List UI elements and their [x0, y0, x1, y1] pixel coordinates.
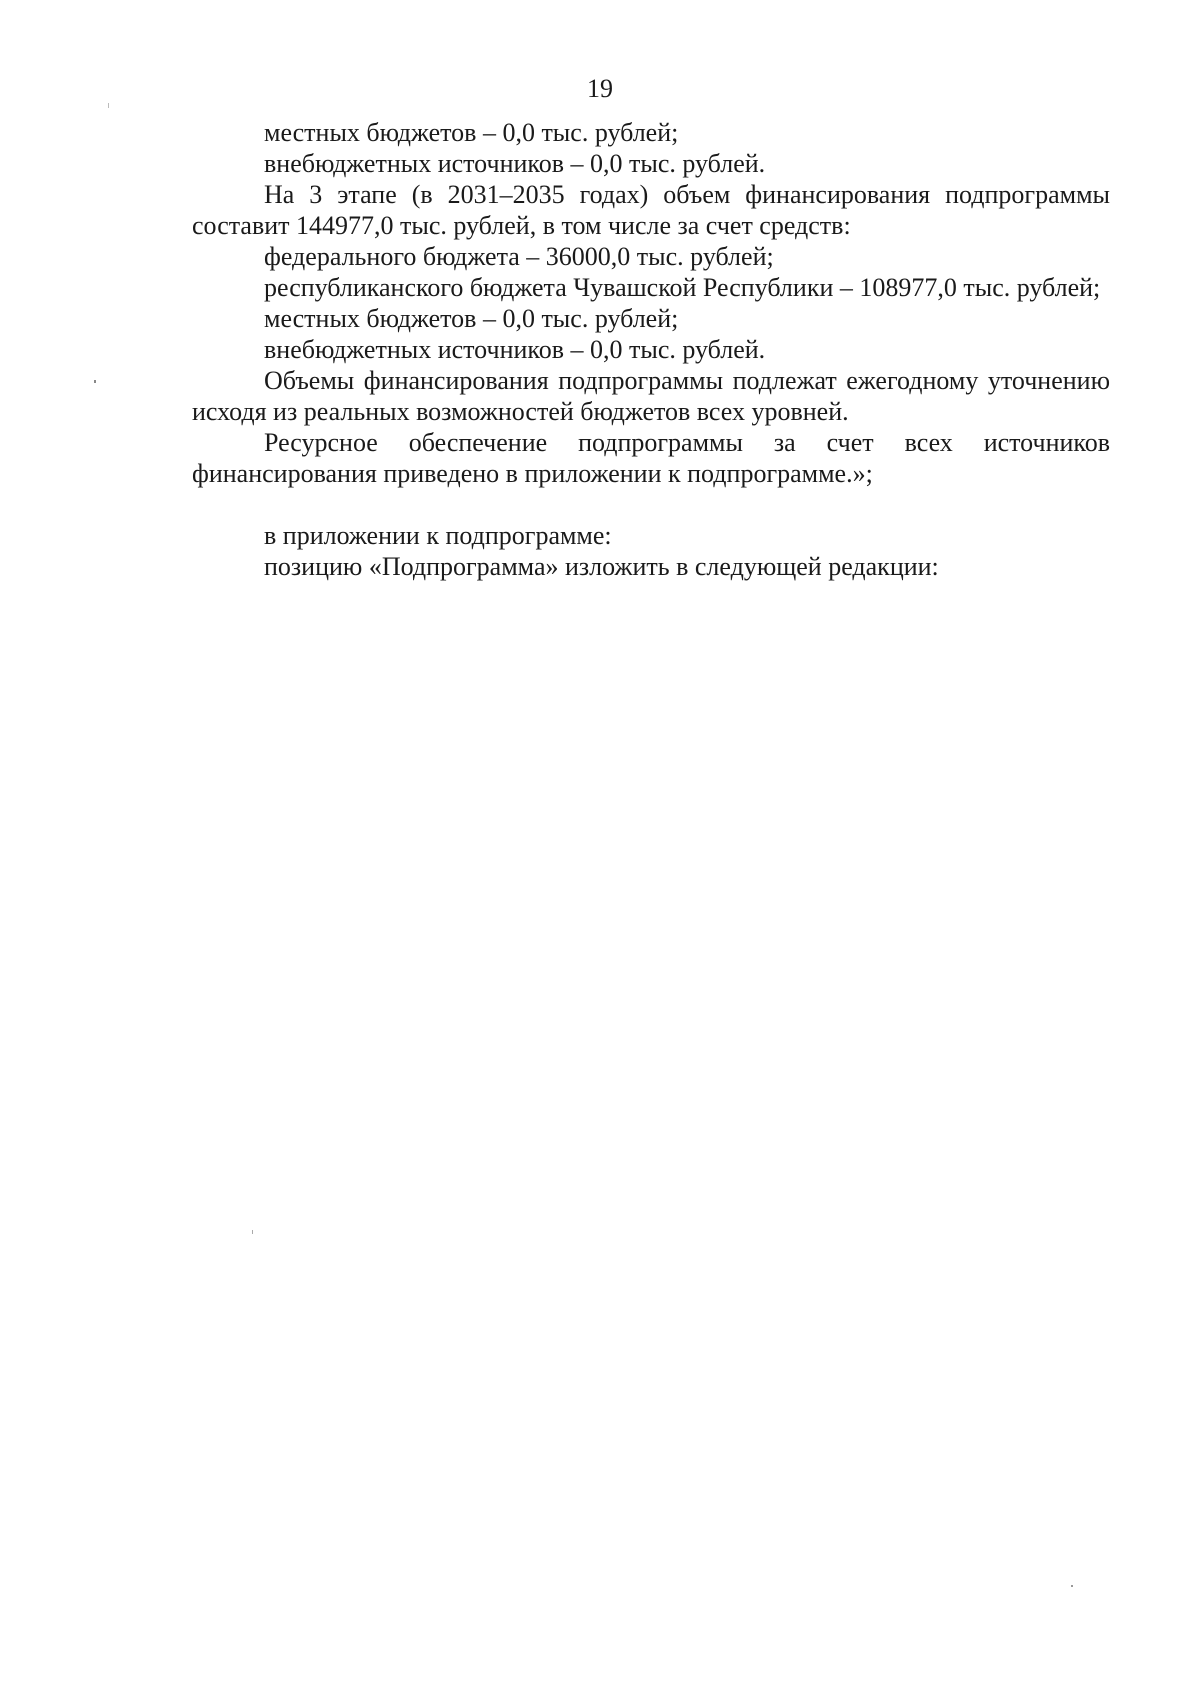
- paragraph-federal-budget: федерального бюджета – 36000,0 тыс. рублей;: [264, 242, 774, 271]
- paragraph-resource-provision: Ресурсное обеспечение подпрограммы за счет всех источников финансирования приведено в приложении к подпрограмме.»;: [192, 428, 1110, 488]
- page-number: 19: [587, 74, 613, 103]
- paragraph-stage-3-financing: На 3 этапе (в 2031–2035 годах) объем финансирования подпрограммы составит 144977,0 тыс. рублей, в том числе за счет средств:: [192, 180, 1110, 240]
- paragraph-financing-refinement: Объемы финансирования подпрограммы подлежат ежегодному уточнению исходя из реальных возможностей бюджетов всех уровней.: [192, 366, 1110, 426]
- scan-speck: [108, 103, 109, 108]
- document-body: [192, 117, 1110, 582]
- scan-speck: [1071, 1585, 1073, 1587]
- paragraph-position-instruction: позицию «Подпрограмма» изложить в следующей редакции:: [264, 552, 939, 581]
- paragraph-local-budgets: местных бюджетов – 0,0 тыс. рублей;: [264, 118, 679, 147]
- paragraph-extrabudgetary-sources: внебюджетных источников – 0,0 тыс. рублей.: [264, 149, 766, 178]
- paragraph-annex-reference: в приложении к подпрограмме:: [264, 521, 612, 550]
- paragraph-local-budgets-2: местных бюджетов – 0,0 тыс. рублей;: [264, 304, 679, 333]
- scan-speck: [252, 1230, 253, 1234]
- scan-speck: [94, 380, 96, 383]
- paragraph-spacer: [192, 489, 1110, 520]
- paragraph-republican-budget: республиканского бюджета Чувашской Республики – 108977,0 тыс. рублей;: [264, 273, 1101, 302]
- paragraph-extrabudgetary-sources-2: внебюджетных источников – 0,0 тыс. рублей.: [264, 335, 766, 364]
